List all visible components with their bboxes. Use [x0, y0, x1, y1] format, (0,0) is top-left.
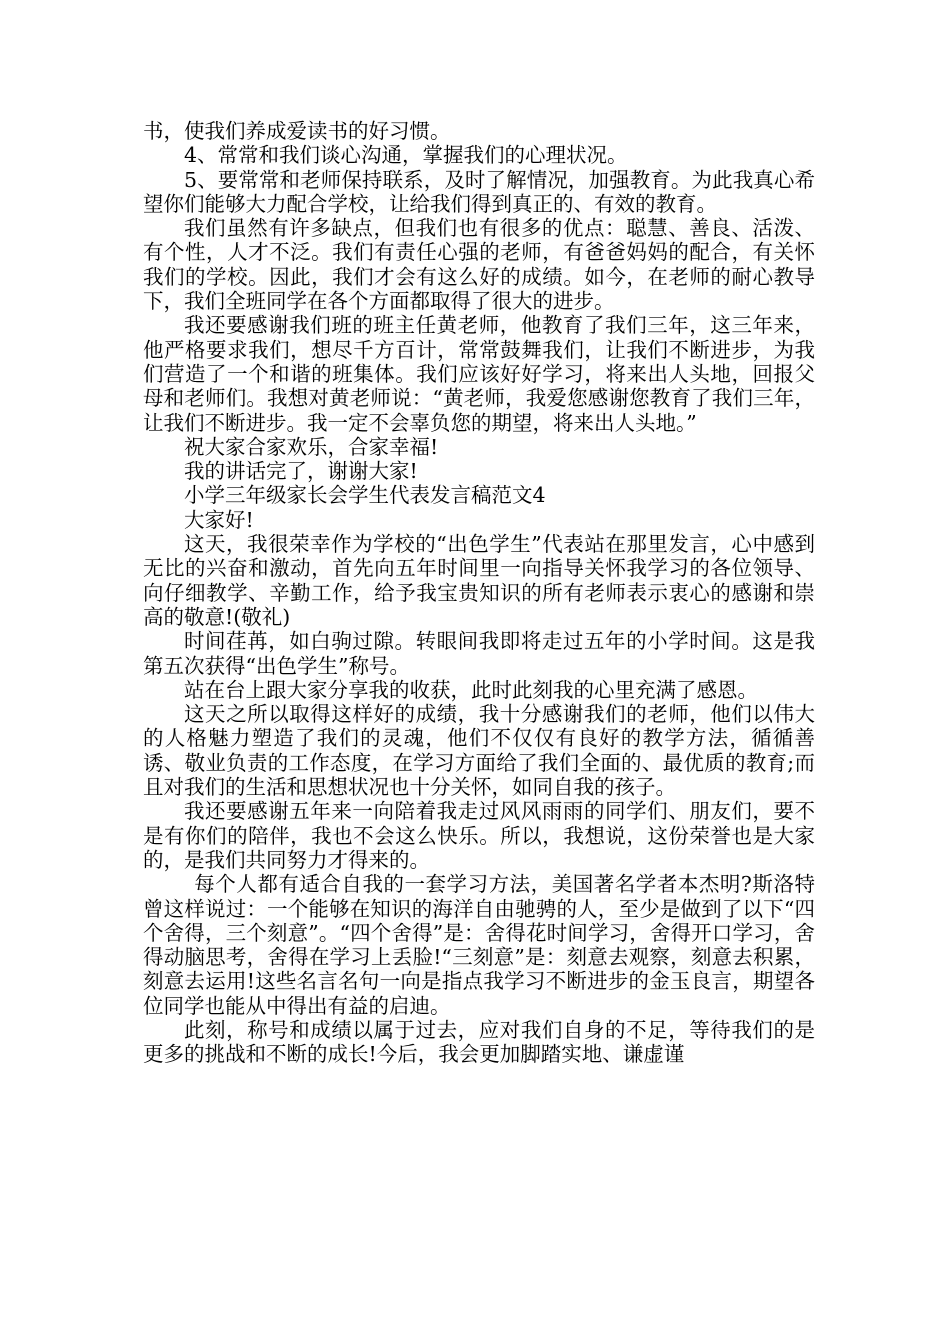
document-page: [143, 119, 815, 1067]
paragraph: 我还要感谢我们班的班主任黄老师，他教育了我们三年，这三年来，他严格要求我们，想尽千方百计，常常鼓舞我们，让我们不断进步，为我们营造了一个和谐的班集体。我们应该好好学习，将来出人头地，回报父母和老师们。我想对黄老师说：“黄老师，我爱您感谢您教育了我们三年，让我们不断进步。我一定不会辜负您的期望，将来出人头地。”: [143, 313, 815, 435]
paragraph: 每个人都有适合自我的一套学习方法，美国著名学者本杰明?斯洛特曾这样说过：一个能够在知识的海洋自由驰骋的人，至少是做到了以下“四个舍得，三个刻意”。“四个舍得”是：舍得花时间学习，舍得开口学习，舍得动脑思考，舍得在学习上丢脸!“三刻意”是：刻意去观察，刻意去积累，刻意去运用!这些名言名句一向是指点我学习不断进步的金玉良言，期望各位同学也能从中得出有益的启迪。: [143, 872, 815, 1018]
paragraph: 我的讲话完了，谢谢大家!: [184, 459, 418, 484]
paragraph: 这天，我很荣幸作为学校的“出色学生”代表站在那里发言，心中感到无比的兴奋和激动，首先向五年时间里一向指导关怀我学习的各位领导、向仔细教学、辛勤工作，给予我宝贵知识的所有老师表示衷心的感谢和崇高的敬意!(敬礼): [143, 532, 815, 629]
paragraph: 站在台上跟大家分享我的收获，此时此刻我的心里充满了感恩。: [184, 677, 758, 702]
paragraph: 此刻，称号和成绩以属于过去，应对我们自身的不足，等待我们的是更多的挑战和不断的成长!今后，我会更加脚踏实地、谦虚谨: [143, 1017, 815, 1067]
section-heading: 小学三年级家长会学生代表发言稿范文4: [184, 483, 546, 508]
paragraph: 4、常常和我们谈心沟通，掌握我们的心理状况。: [184, 143, 628, 168]
paragraph: 祝大家合家欢乐，合家幸福!: [184, 434, 439, 459]
paragraph: 我还要感谢五年来一向陪着我走过风风雨雨的同学们、朋友们，要不是有你们的陪伴，我也不会这么快乐。所以，我想说，这份荣誉也是大家的，是我们共同努力才得来的。: [143, 799, 815, 872]
paragraph: 时间荏苒，如白驹过隙。转眼间我即将走过五年的小学时间。这是我第五次获得“出色学生”称号。: [143, 629, 815, 678]
paragraph: 这天之所以取得这样好的成绩，我十分感谢我们的老师，他们以伟大的人格魅力塑造了我们的灵魂，他们不仅仅有良好的教学方法，循循善诱、敬业负责的工作态度，在学习方面给了我们全面的、最优质的教育;而且对我们的生活和思想状况也十分关怀，如同自我的孩子。: [143, 702, 815, 800]
paragraph: 5、要常常和老师保持联系，及时了解情况，加强教育。为此我真心希望你们能够大力配合学校，让给我们得到真正的、有效的教育。: [143, 167, 815, 216]
paragraph: 我们虽然有许多缺点，但我们也有很多的优点：聪慧、善良、活泼、有个性，人才不泛。我们有责任心强的老师，有爸爸妈妈的配合，有关怀我们的学校。因此，我们才会有这么好的成绩。如今，在老师的耐心教导下，我们全班同学在各个方面都取得了很大的进步。: [143, 216, 815, 314]
paragraph: 大家好!: [184, 507, 254, 532]
paragraph: 书，使我们养成爱读书的好习惯。: [143, 119, 451, 143]
